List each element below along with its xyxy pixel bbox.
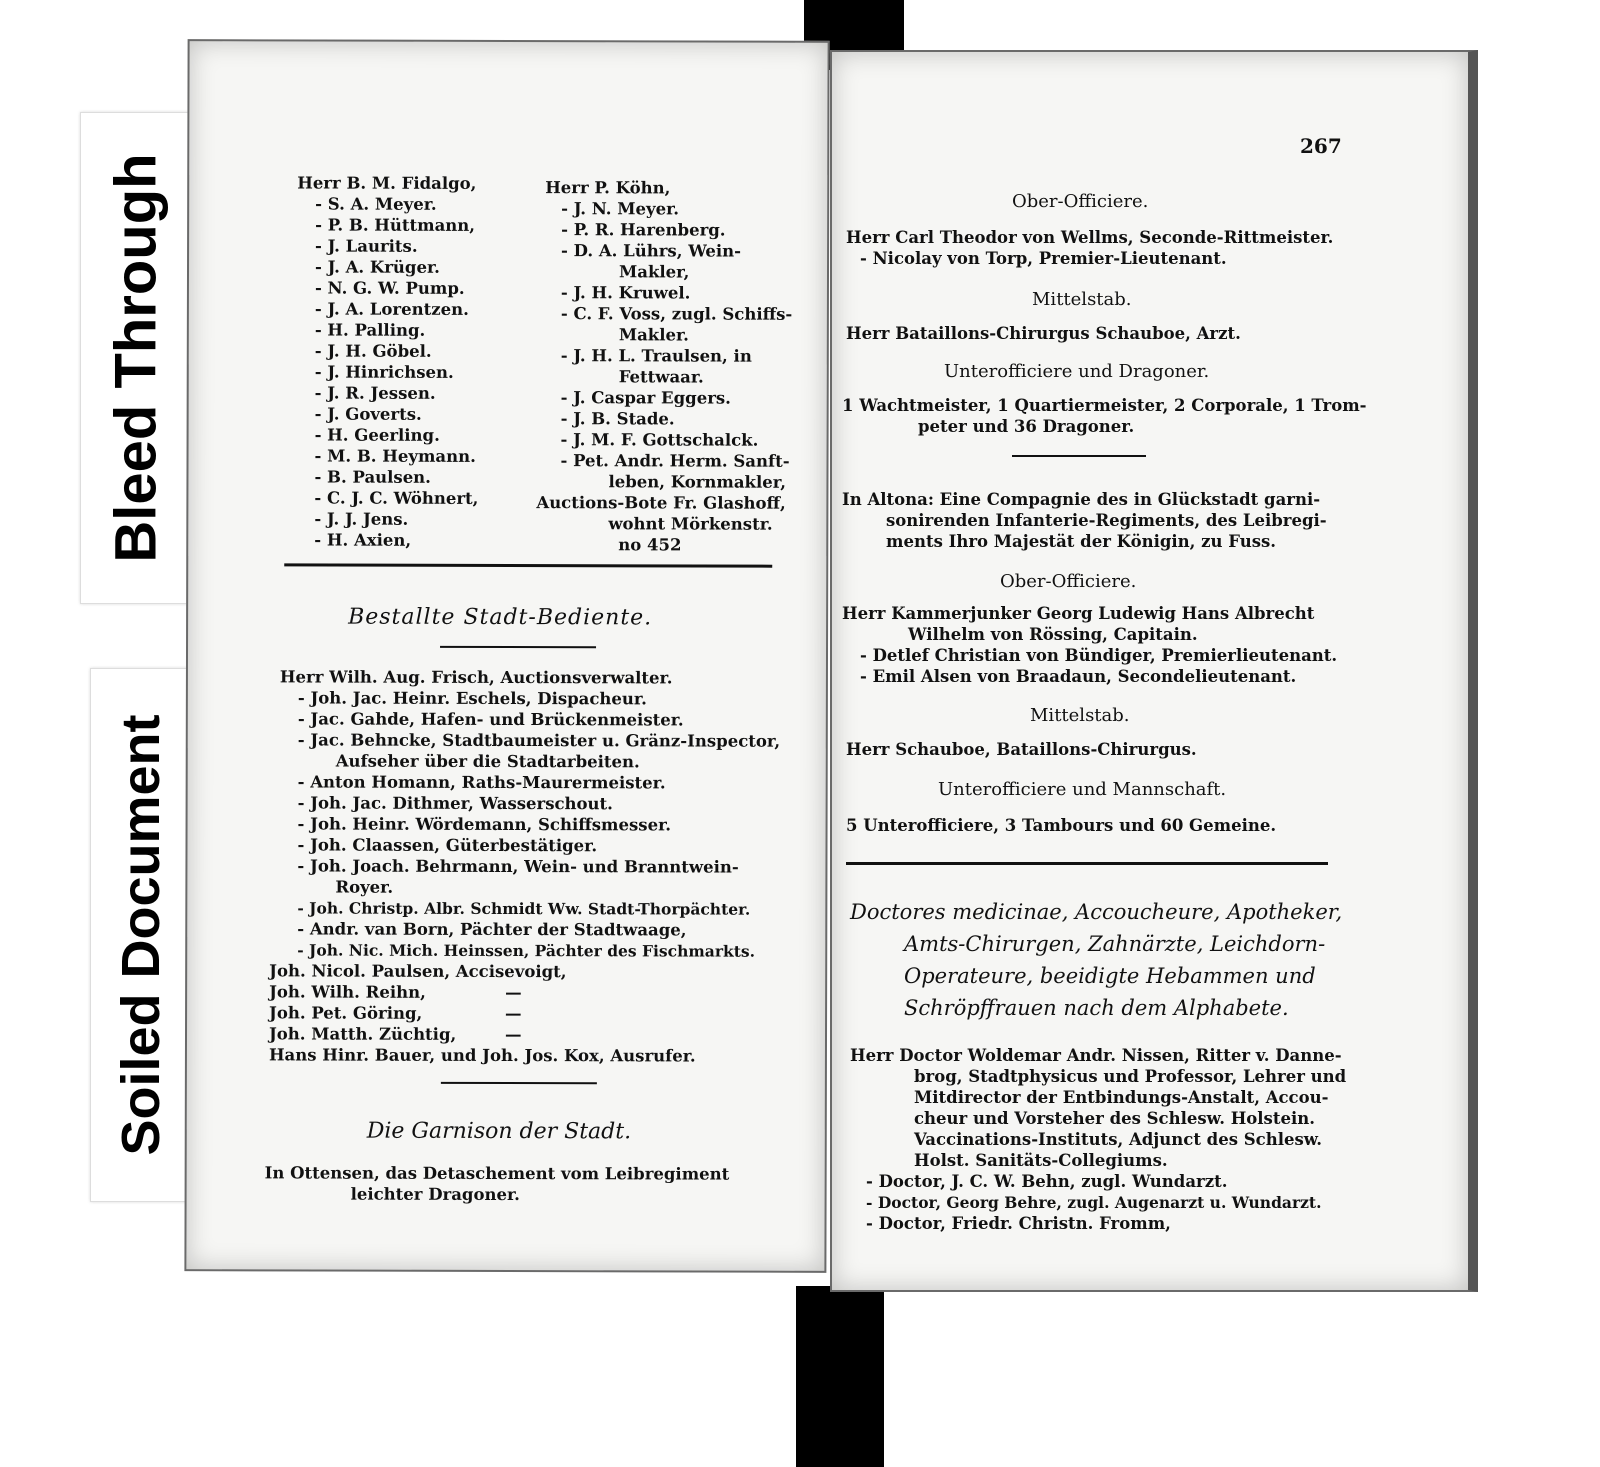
soiled-document-label — [90, 668, 192, 1202]
list-item: - H. Geerling. — [314, 425, 440, 445]
list-item: - J. Laurits. — [315, 236, 418, 256]
section-heading: Doctores medicinae, Accoucheure, Apotheker, — [850, 900, 1343, 924]
list-item: 5 Unterofficiere, 3 Tambours und 60 Gemeine. — [846, 816, 1277, 835]
list-item: Aufseher über die Stadtarbeiten. — [335, 751, 640, 772]
list-item: In Altona: Eine Compagnie des in Glückstadt garni- — [842, 490, 1321, 509]
list-item: - J. H. L. Traulsen, in — [560, 346, 752, 366]
list-item: - Joh. Nic. Mich. Heinssen, Pächter des Fischmarkts. — [297, 940, 756, 961]
bleed-through-label — [80, 112, 192, 604]
list-item: - Doctor, J. C. W. Behn, zugl. Wundarzt. — [866, 1172, 1228, 1191]
list-item: Herr Kammerjunker Georg Ludewig Hans Albrecht — [842, 604, 1315, 623]
section-rule — [441, 1082, 597, 1084]
ditto-dash: — — [505, 982, 522, 1003]
list-item: - J. B. Stade. — [560, 409, 675, 429]
list-item: - Joh. Christp. Albr. Schmidt Ww. Stadt-Thorpächter. — [297, 898, 751, 919]
list-item: Hans Hinr. Bauer, und Joh. Jos. Kox, Ausrufer. — [268, 1045, 696, 1066]
list-item: Herr Doctor Woldemar Andr. Nissen, Ritter v. Danne- — [850, 1046, 1342, 1065]
list-item: - J. J. Jens. — [314, 509, 409, 529]
list-item: Wilhelm von Rössing, Capitain. — [908, 625, 1198, 644]
list-item: Vaccinations-Instituts, Adjunct des Schlesw. — [914, 1130, 1323, 1149]
list-item: - Joh. Claassen, Güterbestätiger. — [297, 835, 598, 856]
list-item: - J. Caspar Eggers. — [560, 388, 731, 408]
list-item: cheur und Vorsteher des Schlesw. Holstein. — [914, 1109, 1315, 1128]
soiled-document-text: Soiled Document — [111, 714, 171, 1156]
page-number: 267 — [1300, 134, 1342, 158]
list-item: - J. H. Kruwel. — [560, 283, 691, 303]
list-item: leben, Kornmakler, — [608, 472, 787, 492]
list-item: - Joh. Heinr. Wördemann, Schiffsmesser. — [297, 814, 672, 835]
list-item: - Joh. Jac. Heinr. Eschels, Dispacheur. — [297, 688, 647, 709]
left-page — [184, 39, 829, 1273]
garrison-line: leichter Dragoner. — [350, 1184, 520, 1205]
spine-bottom — [796, 1286, 884, 1467]
list-item: - Andr. van Born, Pächter der Stadtwaage, — [297, 919, 687, 940]
list-item: - J. R. Jessen. — [314, 383, 436, 403]
section-heading: Bestallte Stadt-Bediente. — [348, 604, 653, 631]
heading-rule — [440, 646, 596, 648]
section-heading: Mittelstab. — [1032, 289, 1132, 310]
list-item: - J. N. Meyer. — [561, 199, 680, 219]
list-item: no 452 — [618, 535, 682, 555]
list-item: - Pet. Andr. Herm. Sanft- — [560, 451, 790, 471]
list-item: Herr Schauboe, Bataillons-Chirurgus. — [846, 740, 1197, 759]
list-item: Fettwaar. — [618, 367, 704, 387]
section-heading: Mittelstab. — [1030, 705, 1130, 726]
ditto-dash: — — [505, 1003, 522, 1024]
list-item: peter und 36 Dragoner. — [918, 417, 1135, 436]
right-page — [830, 50, 1478, 1292]
list-item: - J. M. F. Gottschalck. — [560, 430, 759, 450]
list-item: wohnt Mörkenstr. — [608, 514, 773, 534]
list-item: - Nicolay von Torp, Premier-Lieutenant. — [860, 249, 1227, 268]
list-item: - P. B. Hüttmann, — [315, 215, 476, 235]
list-item: - D. A. Lührs, Wein- — [561, 241, 742, 261]
list-item: - Doctor, Friedr. Christn. Fromm, — [866, 1214, 1171, 1233]
list-item: - Jac. Gahde, Hafen- und Brückenmeister. — [297, 709, 684, 730]
list-item: - P. R. Harenberg. — [561, 220, 726, 240]
section-heading: Ober-Officiere. — [1012, 191, 1149, 212]
section-heading: Amts-Chirurgen, Zahnärzte, Leichdorn- — [904, 932, 1326, 956]
section-rule — [846, 862, 1328, 865]
list-item: - C. F. Voss, zugl. Schiffs- — [560, 304, 793, 324]
list-item: - Anton Homann, Raths-Maurermeister. — [297, 772, 666, 793]
list-item: - Emil Alsen von Braadaun, Secondelieutenant. — [860, 667, 1297, 686]
list-item: ments Ihro Majestät der Königin, zu Fuss. — [886, 532, 1277, 551]
list-item: Joh. Nicol. Paulsen, Accisevoigt, — [269, 961, 567, 982]
list-item: Joh. Wilh. Reihn, — [269, 982, 426, 1002]
section-heading: Schröpffrauen nach dem Alphabete. — [904, 996, 1289, 1020]
list-item: Makler, — [618, 262, 690, 282]
list-item: - Jac. Behncke, Stadtbaumeister u. Gränz-Inspector, — [297, 730, 781, 751]
list-item: Herr B. M. Fidalgo, — [297, 173, 477, 193]
section-heading: Unterofficiere und Dragoner. — [944, 361, 1210, 382]
list-item: Herr Carl Theodor von Wellms, Seconde-Rittmeister. — [846, 228, 1334, 247]
list-item: - H. Palling. — [314, 320, 426, 340]
list-item: Royer. — [335, 877, 394, 897]
section-rule — [284, 563, 772, 567]
section-heading: Operateure, beeidigte Hebammen und — [904, 964, 1316, 988]
list-item: 1 Wachtmeister, 1 Quartiermeister, 2 Corporale, 1 Trom- — [842, 396, 1367, 415]
list-item: Joh. Pet. Göring, — [269, 1003, 423, 1023]
list-item: Mitdirector der Entbindungs-Anstalt, Accou- — [914, 1088, 1329, 1107]
list-item: - C. J. C. Wöhnert, — [314, 488, 479, 508]
list-item: Joh. Matth. Züchtig, — [268, 1024, 457, 1044]
list-item: - B. Paulsen. — [314, 467, 431, 487]
list-item: - M. B. Heymann. — [314, 446, 476, 466]
list-item: Herr Bataillons-Chirurgus Schauboe, Arzt. — [846, 324, 1241, 343]
list-item: Herr P. Köhn, — [545, 178, 671, 198]
list-item: - J. H. Göbel. — [314, 341, 432, 361]
list-item: - J. Hinrichsen. — [314, 362, 454, 382]
bleed-through-text: Bleed Through — [103, 153, 169, 563]
list-item: - N. G. W. Pump. — [314, 278, 465, 298]
list-item: - J. Goverts. — [314, 404, 422, 424]
list-item: - H. Axien, — [314, 530, 412, 550]
list-item: - Joh. Jac. Dithmer, Wasserschout. — [297, 793, 613, 814]
list-item: brog, Stadtphysicus und Professor, Lehrer und — [914, 1067, 1347, 1086]
list-item: - J. A. Lorentzen. — [314, 299, 469, 319]
list-item: Herr Wilh. Aug. Frisch, Auctionsverwalter. — [279, 667, 673, 688]
list-item: - J. A. Krüger. — [314, 257, 440, 277]
garrison-line: In Ottensen, das Detaschement vom Leibregiment — [264, 1163, 730, 1184]
list-item: - Joh. Joach. Behrmann, Wein- und Branntwein- — [297, 856, 739, 877]
list-item: sonirenden Infanterie-Regiments, des Leibregi- — [886, 511, 1327, 530]
section-heading: Ober-Officiere. — [1000, 571, 1137, 592]
list-item: Makler. — [618, 325, 689, 345]
list-item: - Doctor, Georg Behre, zugl. Augenarzt u. Wundarzt. — [866, 1193, 1322, 1212]
section-heading: Unterofficiere und Mannschaft. — [938, 779, 1227, 800]
list-item: - Detlef Christian von Bündiger, Premierlieutenant. — [860, 646, 1338, 665]
section-rule — [1012, 455, 1146, 457]
ditto-dash: — — [504, 1024, 522, 1045]
list-item: - S. A. Meyer. — [315, 194, 437, 214]
section-heading: Die Garnison der Stadt. — [366, 1118, 632, 1145]
list-item: Auctions-Bote Fr. Glashoff, — [536, 493, 786, 513]
list-item: Holst. Sanitäts-Collegiums. — [914, 1151, 1168, 1170]
